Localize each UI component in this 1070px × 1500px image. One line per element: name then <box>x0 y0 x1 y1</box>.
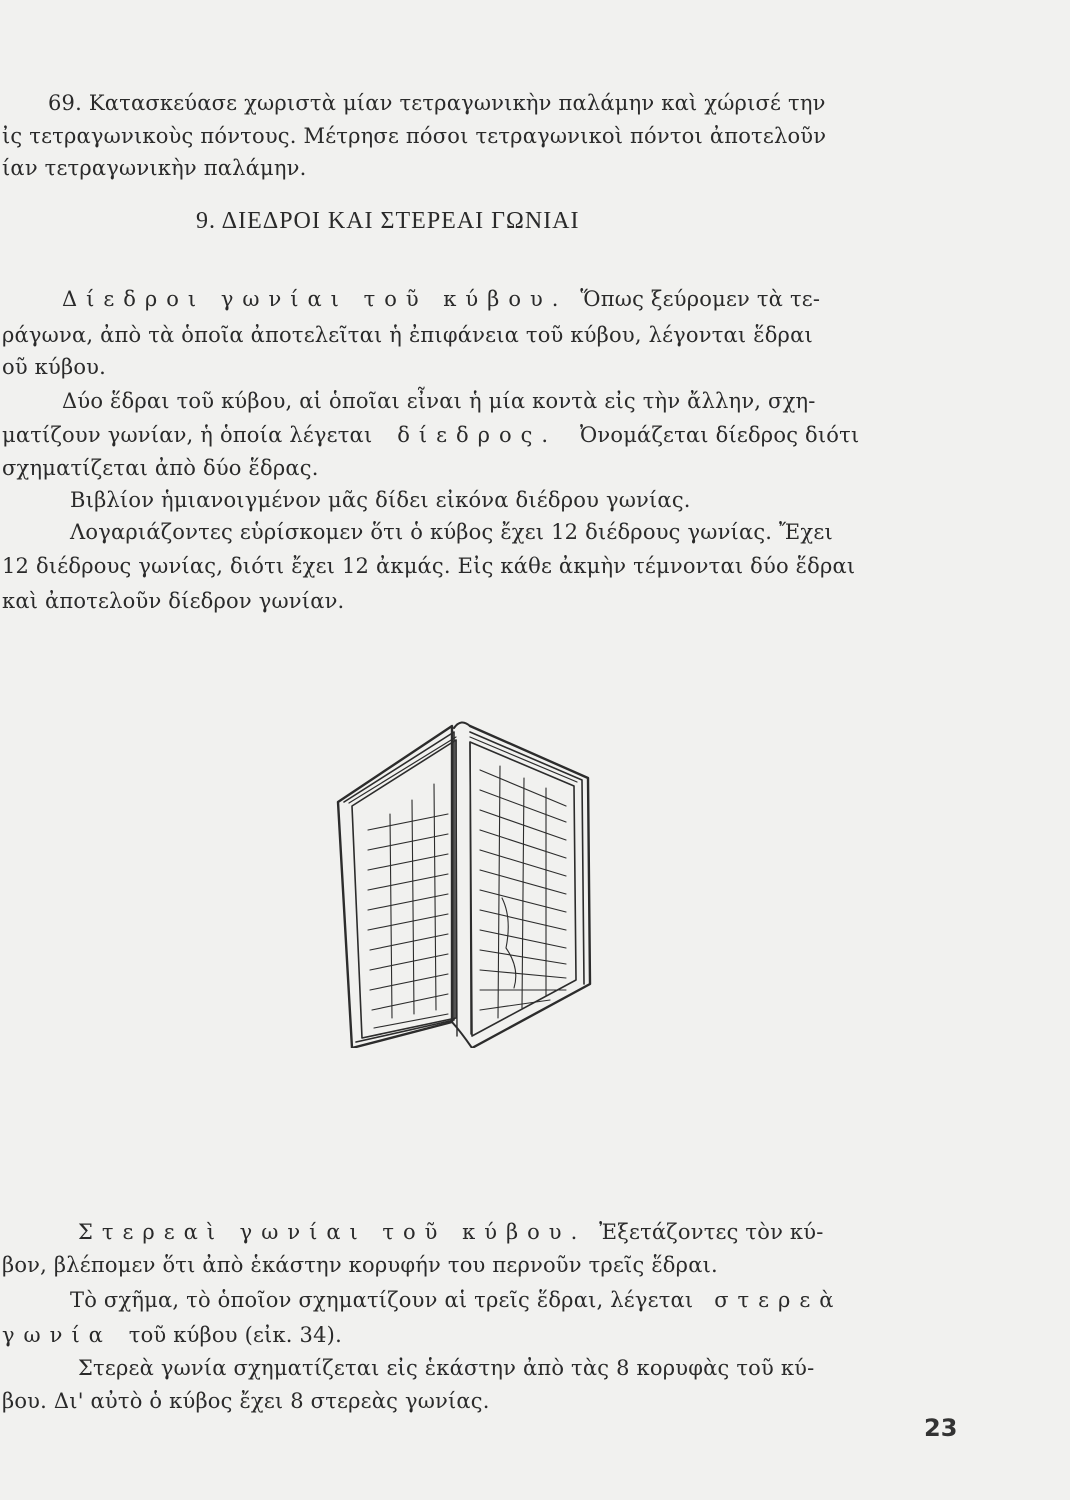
dihedral-paragraph-line-1 <box>62 284 820 314</box>
dihedral-term: δίεδρος. <box>397 423 558 447</box>
dihedral-line-7: Βιβλίον ἡμιανοιγμένον μᾶς δίδει εἰκόνα διέδρου γωνίας. <box>70 488 691 512</box>
dihedral-line-6: σχηματίζεται ἀπὸ δύο ἕδρας. <box>2 456 319 480</box>
dihedral-line-5 <box>2 420 859 450</box>
exercise-line-3: ίαν τετραγωνικὴν παλάμην. <box>2 156 307 180</box>
solid-line-3 <box>70 1285 842 1315</box>
solid-line-4-rest: τοῦ κύβου (εἰκ. 34). <box>128 1323 342 1347</box>
half-open-book-icon <box>330 718 600 1048</box>
solid-angle-term-part-2: γωνία <box>2 1323 112 1347</box>
solid-angle-term-part-1: στερεὰ <box>714 1288 843 1312</box>
dihedral-line-9: 12 διέδρους γωνίας, διότι ἔχει 12 ἀκμάς. Εἰς κάθε ἀκμὴν τέμνονται δύο ἕδραι <box>2 554 856 578</box>
dihedral-line-8: Λογαριάζοντες εὑρίσκομεν ὅτι ὁ κύβος ἔχει 12 διέδρους γωνίας. Ἔχει <box>70 520 833 544</box>
solid-line-3-start: Τὸ σχῆμα, τὸ ὁποῖον σχηματίζουν αἱ τρεῖς ἕδραι, λέγεται <box>70 1288 694 1312</box>
solid-paragraph-line-1 <box>78 1217 824 1247</box>
dihedral-line-5-rest: Ὀνομάζεται δίεδρος διότι <box>579 423 860 447</box>
page-number: 23 <box>924 1414 958 1442</box>
solid-line-1-rest: Ἐξετάζοντες τὸν κύ- <box>599 1220 824 1244</box>
dihedral-line-1-rest: Ὅπως ξεύρομεν τὰ τε- <box>580 287 821 311</box>
solid-line-4 <box>2 1320 342 1350</box>
dihedral-line-3: οῦ κύβου. <box>2 355 107 379</box>
dihedral-line-10: καὶ ἀποτελοῦν δίεδρον γωνίαν. <box>2 589 345 613</box>
solid-subtitle: Στερεαὶ γωνίαι τοῦ κύβου. <box>78 1220 587 1244</box>
section-heading: 9. ΔΙΕΔΡΟΙ ΚΑΙ ΣΤΕΡΕΑΙ ΓΩΝΙΑΙ <box>196 208 580 234</box>
dihedral-line-2: ράγωνα, ἀπὸ τὰ ὁποῖα ἀποτελεῖται ἡ ἐπιφάνεια τοῦ κύβου, λέγονται ἕδραι <box>2 323 813 347</box>
solid-line-5: Στερεὰ γωνία σχηματίζεται εἰς ἑκάστην ἀπὸ τὰς 8 κορυφὰς τοῦ κύ- <box>78 1356 815 1380</box>
solid-line-2: βον, βλέπομεν ὅτι ἀπὸ ἑκάστην κορυφήν του περνοῦν τρεῖς ἕδραι. <box>2 1253 718 1277</box>
dihedral-subtitle: Δίεδροι γωνίαι τοῦ κύβου. <box>62 287 568 311</box>
exercise-line-2: ἰς τετραγωνικοὺς πόντους. Μέτρησε πόσοι τετραγωνικοὶ πόντοι ἀποτελοῦν <box>2 124 827 148</box>
exercise-line-1: 69. Κατασκεύασε χωριστὰ μίαν τετραγωνικὴν παλάμην καὶ χώρισέ την <box>48 91 826 115</box>
solid-line-6: βου. Δι' αὐτὸ ὁ κύβος ἔχει 8 στερεὰς γωνίας. <box>2 1389 490 1413</box>
dihedral-line-4: Δύο ἕδραι τοῦ κύβου, αἱ ὁποῖαι εἶναι ἡ μία κοντὰ εἰς τὴν ἄλλην, σχη- <box>62 389 816 413</box>
dihedral-line-5-start: ματίζουν γωνίαν, ἡ ὁποία λέγεται <box>2 423 373 447</box>
